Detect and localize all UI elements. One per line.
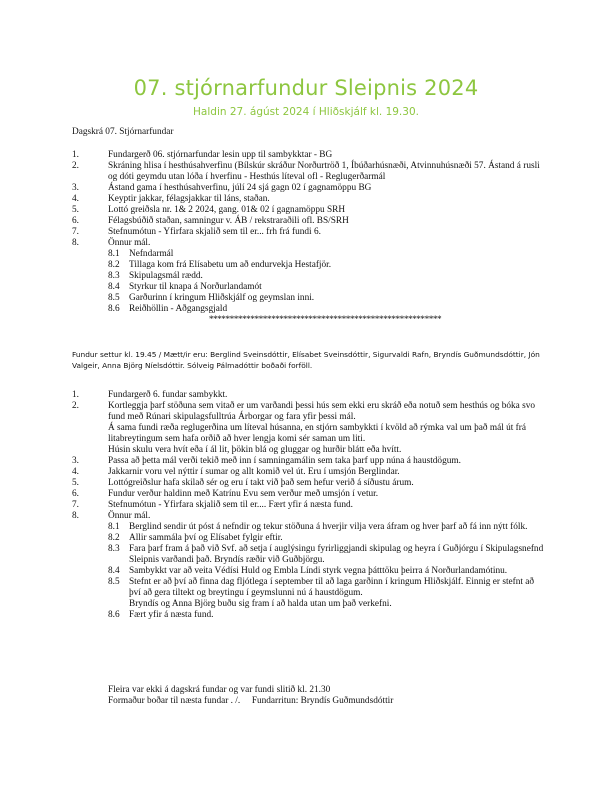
minutes-subitem: 8.2 Allir sammála því og Elísabet fylgir eftir. <box>108 533 283 543</box>
page-title: 07. stjórnarfundur Sleipnis 2024 <box>133 76 479 100</box>
minutes-item: 4. Jakkarnir voru vel nýttir í sumar og allt komið vel út. Eru í umsjón Berglindar. <box>72 467 400 477</box>
minutes-item: 5. Lottógreiðslur hafa skilað sér og eru í takt við það sem hefur verið á síðustu árum. <box>72 478 414 488</box>
agenda-subitem: 8.4 Styrkur til knapa á Norðurlandamót <box>108 282 262 292</box>
closing-line: Fleira var ekki á dagskrá fundar og var fundi slitið kl. 21.30 <box>108 685 331 695</box>
agenda-item: 3. Ástand gama í hesthúsahverfinu, júlí 24 sjá gagn 02 í gagnamöppu BG <box>72 183 372 193</box>
agenda-item: 2. Skráning hlisa í hesthúsahverfinu (Bílskúr skráður Norðurtröð 1, Íbúðarhúsnæði, Atvinnuhúsnæði 57. Ástand á rusli og dóti geymdu utan lóða í hverfinu - Hesthús líteval ofl - Reglugerðarmál <box>72 161 540 182</box>
agenda-subitem: 8.1 Nefndarmál <box>108 249 174 259</box>
attendance-text: Fundur settur kl. 19.45 / Mætt/ir eru: Berglind Sveinsdóttir, Elísabet Sveinsdóttir, Sigurvaldi Rafn, Bryndís Guðmundsdóttir, Jón Valgeir, Anna Björg Níelsdóttir. Sólveig Pálmadóttir boðaði forföll. <box>72 350 540 370</box>
minutes-item: 2. Kortleggja þarf stöðuna sem vitað er um varðandi þessi hús sem ekki eru skráð eða notuð sem hesthús og bóka svo fund með Rúnari skipulagsfulltrúa Árborgar og fara yfir þessi mál. Á sama fundi ræða reglugerðina um líteval húsanna, en stjórn sambykkti í kvöld að rýmka val um það mál út frá litabreytingum sem hafa orðið að hver lengja komi sér saman um liti. Húsin skulu vera hvít eða í ál lit, þökin blá og gluggar og hurðir blátt eða hvítt. <box>72 401 536 455</box>
agenda-subitem: 8.3 Skipulagsmál rædd. <box>108 271 203 281</box>
minutes-subitem: 8.4 Sambykkt var að veita Védísi Huld og Embla Líndi styrk vegna þátttöku þeirra á Norðurlandamótinu. <box>108 566 508 576</box>
minutes-sublist <box>108 522 544 621</box>
separator-stars: ******************************************************** <box>208 315 442 325</box>
agenda-subitem: 8.2 Tillaga kom frá Elísabetu um að endurvekja Hestafjör. <box>108 260 332 270</box>
minutes-subitem: 8.5 Stefnt er að því að finna dag fljótlega í september til að laga garðinn í kringum Hliðskjálf. Einnig er stefnt að því að gera tiltekt og breytingu í geymslunni nú á haustdögum. Bryndís og Anna Björg buðu sig fram í að halda utan um það verkefni. <box>108 577 535 609</box>
agenda-item: 8. Önnur mál. 8.1 Nefndarmál 8.2 Tillaga kom frá Elísabetu um að endurvekja Hestafjör. 8.3 Skipulagsmál rædd. 8.4 Styrkur til knapa á Norðurlandamót 8.5 Garðurinn í kringum Hliðskjálf og geymslan inni. 8.6 Reiðhöllin - Aðgangsgjald ******************************************************** <box>72 238 542 326</box>
agenda-item: 1. Fundargerð 06. stjórnarfundar lesin upp til sambykktar - BG <box>72 150 333 160</box>
agenda-sublist <box>108 249 542 315</box>
minutes-subitem: 8.6 Fært yfir á næsta fund. <box>108 610 214 620</box>
agenda-item: 4. Keyptir jakkar, félagsjakkar til láns, staðan. <box>72 194 270 204</box>
minutes-subitem: 8.1 Berglind sendir út póst á nefndir og tekur stöðuna á hverjir vilja vera áfram og hver þarf að fá inn nýtt fólk. <box>108 522 528 532</box>
agenda-subitem: 8.6 Reiðhöllin - Aðgangsgjald <box>108 304 228 314</box>
agenda-list <box>72 150 542 326</box>
minutes-list <box>72 390 544 621</box>
agenda-item: 5. Lottó greiðsla nr. 1& 2 2024, gang. 01& 02 í gagnamöppu SRH <box>72 205 346 215</box>
signature-line: Formaður boðar til næsta fundar . /. Fundarritun: Bryndís Guðmundsdóttir <box>108 696 394 706</box>
minutes-item: 6. Fundur verður haldinn með Katrínu Evu sem verður með umsjón í vetur. <box>72 489 379 499</box>
minutes-subitem: 8.3 Fara þarf fram á það við Svf. að setja í auglýsingu fyrirliggjandi skipulag og heyra í Guðjórgu í Skipulagsnefnd Sleipnis varðandi það. Bryndís ræðir við Guðbjörgu. <box>108 544 544 565</box>
closing-block <box>108 685 548 707</box>
agenda-item: 6. Félagsbúðið staðan, samningur v. ÁB / rekstraraðili ofl. BS/SRH <box>72 216 349 226</box>
minutes-item: 1. Fundargerð 6. fundar sambykkt. <box>72 390 228 400</box>
minutes-item: 8. Önnur mál. 8.1 Berglind sendir út póst á nefndir og tekur stöðuna á hverjir vilja vera áfram og hver þarf að fá inn nýtt fólk. 8.2 Allir sammála því og Elísabet fylgir eftir. 8.3 Fara þarf fram á það við Svf. að setja í auglýsingu fyrirliggjandi skipulag og heyra í Guðjórgu í Skipulagsnefnd Sleipnis varðandi það. Bryndís ræðir við Guðbjörgu. 8.4 Sambykkt var að veita Védísi Huld og Embla Líndi styrk vegna þátttöku þeirra á Norðurlandamótinu. 8.5 Stefnt er að því að finna dag fljótlega í september til að laga garðinn í kringum Hliðskjálf. Einnig er stefnt að því að gera tiltekt og breytingu í geymslunni nú á haustdögum. Bryndís og Anna Björg buðu sig fram í að halda utan um það verkefni. 8.6 Fært yfir á næsta fund. <box>72 511 544 620</box>
agenda-label: Dagskrá 07. Stjórnarfundar <box>72 127 174 137</box>
page-subtitle: Haldin 27. ágúst 2024 í Hliðskjálf kl. 19.30. <box>193 106 419 118</box>
minutes-item: 7. Stefnumótun - Yfirfara skjalið sem til er.... Fært yfir á næsta fund. <box>72 500 353 510</box>
agenda-subitem: 8.5 Garðurinn í kringum Hliðskjálf og geymslan inni. <box>108 293 315 303</box>
agenda-item: 7. Stefnumótun - Yfirfara skjalið sem til er... frh frá fundi 6. <box>72 227 321 237</box>
minutes-item: 3. Passa að þetta mál verði tekið með inn í samningamálin sem taka þarf upp núna á haustdögum. <box>72 456 461 466</box>
